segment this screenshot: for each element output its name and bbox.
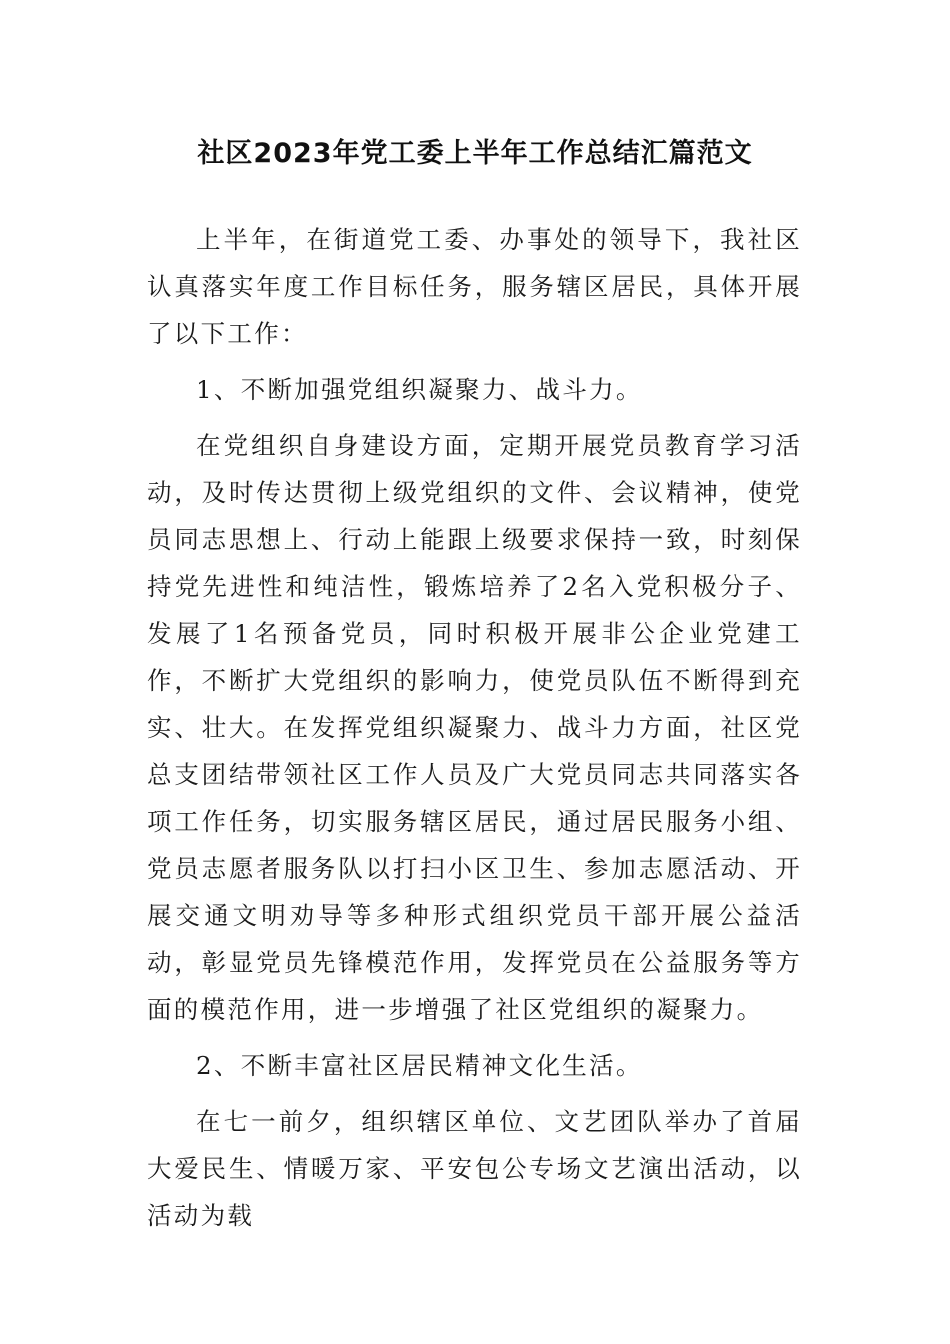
document-body [147,216,802,1248]
paragraph-section-1: 在党组织自身建设方面，定期开展党员教育学习活动，及时传达贯彻上级党组织的文件、会议精神，使党员同志思想上、行动上能跟上级要求保持一致，时刻保持党先进性和纯洁性，锻炼培养了2名入党积极分子、发展了1名预备党员，同时积极开展非公企业党建工作，不断扩大党组织的影响力，使党员队伍不断得到充实、壮大。在发挥党组织凝聚力、战斗力方面，社区党总支团结带领社区工作人员及广大党员同志共同落实各项工作任务，切实服务辖区居民，通过居民服务小组、党员志愿者服务队以打扫小区卫生、参加志愿活动、开展交通文明劝导等多种形式组织党员干部开展公益活动，彰显党员先锋模范作用，发挥党员在公益服务等方面的模范作用，进一步增强了社区党组织的凝聚力。 [147,431,802,1024]
section-heading-2: 2、不断丰富社区居民精神文化生活。 [196,1051,643,1080]
document-title: 社区2023年党工委上半年工作总结汇篇范文 [197,138,753,169]
section-heading-1: 1、不断加强党组织凝聚力、战斗力。 [196,375,643,404]
paragraph-intro: 上半年，在街道党工委、办事处的领导下，我社区认真落实年度工作目标任务，服务辖区居民，具体开展了以下工作： [147,225,802,348]
paragraph-section-2: 在七一前夕，组织辖区单位、文艺团队举办了首届大爱民生、情暖万家、平安包公专场文艺演出活动，以活动为载 [147,1107,802,1230]
